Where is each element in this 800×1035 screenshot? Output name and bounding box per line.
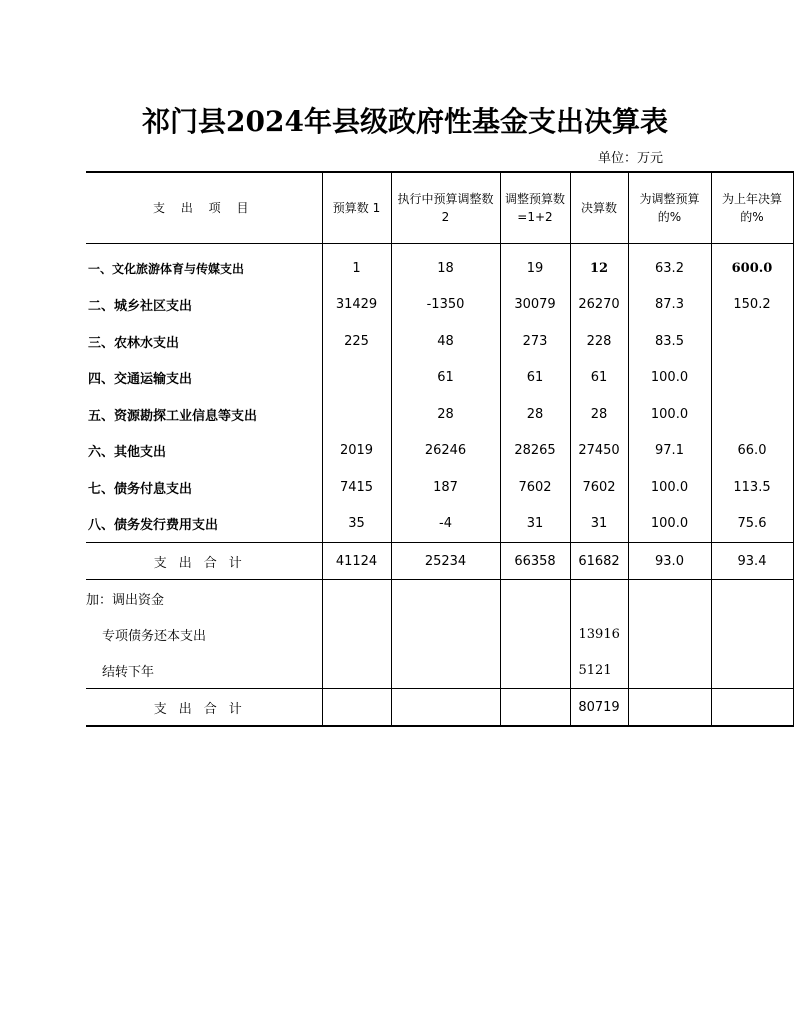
- subtotal-row: [86, 543, 793, 580]
- row-pct-adjusted: 100.0: [628, 469, 711, 506]
- table-row: [86, 287, 793, 324]
- table-row: [86, 469, 793, 506]
- row-item: 七、债务付息支出: [86, 469, 322, 506]
- row-budget: 7415: [322, 469, 391, 506]
- row-adjusted: 31: [500, 506, 570, 543]
- row-item: 三、农林水支出: [86, 323, 322, 360]
- row-adjusted: 273: [500, 323, 570, 360]
- grand-total-label: 支出合计: [86, 689, 322, 727]
- table-row: [86, 244, 793, 287]
- row-budget: [322, 396, 391, 433]
- row-adjust: 48: [391, 323, 500, 360]
- subtotal-adjusted: 66358: [500, 543, 570, 580]
- row-pct-last: 75.6: [711, 506, 793, 543]
- row-final: 31: [570, 506, 628, 543]
- row-budget: [322, 360, 391, 397]
- row-final: 228: [570, 323, 628, 360]
- grand-total-row: [86, 689, 793, 727]
- row-item: 一、文化旅游体育与传媒支出: [86, 244, 322, 287]
- row-budget: 31429: [322, 287, 391, 324]
- row-pct-adjusted: 100.0: [628, 506, 711, 543]
- row-adjusted: 7602: [500, 469, 570, 506]
- row-final: 61: [570, 360, 628, 397]
- row-pct-adjusted: 83.5: [628, 323, 711, 360]
- subtotal-adjust: 25234: [391, 543, 500, 580]
- row-pct-last: [711, 323, 793, 360]
- row-adjusted: 30079: [500, 287, 570, 324]
- header-final: 决算数: [570, 172, 628, 244]
- row-adjust: 61: [391, 360, 500, 397]
- row-pct-adjusted: 97.1: [628, 433, 711, 470]
- addition-row: [86, 580, 793, 617]
- subtotal-pct-adjusted: 93.0: [628, 543, 711, 580]
- row-final: 7602: [570, 469, 628, 506]
- table-header-row: [86, 172, 793, 244]
- table-row: [86, 433, 793, 470]
- row-final: 28: [570, 396, 628, 433]
- subtotal-final: 61682: [570, 543, 628, 580]
- row-pct-adjusted: 100.0: [628, 396, 711, 433]
- row-pct-last: [711, 360, 793, 397]
- addition-final: [570, 580, 628, 617]
- row-pct-adjusted: 63.2: [628, 244, 711, 287]
- table-row: [86, 323, 793, 360]
- row-adjust: 18: [391, 244, 500, 287]
- addition-final: 13916: [570, 616, 628, 652]
- row-pct-last: 66.0: [711, 433, 793, 470]
- header-budget: 预算数 1: [322, 172, 391, 244]
- unit-label: 单位：万元: [598, 151, 664, 166]
- row-adjusted: 28: [500, 396, 570, 433]
- row-item: 二、城乡社区支出: [86, 287, 322, 324]
- header-item: 支 出 项 目: [86, 172, 322, 244]
- row-item: 五、资源勘探工业信息等支出: [86, 396, 322, 433]
- row-adjust: 28: [391, 396, 500, 433]
- row-adjusted: 61: [500, 360, 570, 397]
- table-row: [86, 360, 793, 397]
- table-row: [86, 396, 793, 433]
- row-final: 26270: [570, 287, 628, 324]
- addition-label: 结转下年: [86, 652, 322, 689]
- row-pct-last: [711, 396, 793, 433]
- subtotal-pct-last: 93.4: [711, 543, 793, 580]
- addition-final: 5121: [570, 652, 628, 689]
- page-title: 祁门县2024年县级政府性基金支出决算表: [142, 105, 668, 138]
- grand-total-final: 80719: [570, 689, 628, 727]
- table-row: [86, 506, 793, 543]
- row-adjusted: 28265: [500, 433, 570, 470]
- header-adjusted: 调整预算数 =1+2: [500, 172, 570, 244]
- row-budget: 35: [322, 506, 391, 543]
- row-adjust: 187: [391, 469, 500, 506]
- header-pct-adjusted: 为调整预算的%: [628, 172, 711, 244]
- row-final: 27450: [570, 433, 628, 470]
- addition-row: [86, 616, 793, 652]
- row-item: 六、其他支出: [86, 433, 322, 470]
- row-adjusted: 19: [500, 244, 570, 287]
- addition-row: [86, 652, 793, 689]
- row-pct-adjusted: 100.0: [628, 360, 711, 397]
- row-budget: 1: [322, 244, 391, 287]
- header-adjust: 执行中预算调整数 2: [391, 172, 500, 244]
- row-item: 四、交通运输支出: [86, 360, 322, 397]
- subtotal-budget: 41124: [322, 543, 391, 580]
- expenditure-table: [86, 171, 794, 727]
- row-budget: 2019: [322, 433, 391, 470]
- row-item: 八、债务发行费用支出: [86, 506, 322, 543]
- row-pct-last: 113.5: [711, 469, 793, 506]
- row-adjust: -1350: [391, 287, 500, 324]
- row-pct-last: 600.0: [711, 244, 793, 287]
- row-pct-last: 150.2: [711, 287, 793, 324]
- header-pct-last: 为上年决算的%: [711, 172, 793, 244]
- row-adjust: 26246: [391, 433, 500, 470]
- row-budget: 225: [322, 323, 391, 360]
- row-pct-adjusted: 87.3: [628, 287, 711, 324]
- addition-label: 加：调出资金: [86, 580, 322, 617]
- row-final: 12: [570, 244, 628, 287]
- addition-label: 专项债务还本支出: [86, 616, 322, 652]
- row-adjust: -4: [391, 506, 500, 543]
- subtotal-label: 支出合计: [86, 543, 322, 580]
